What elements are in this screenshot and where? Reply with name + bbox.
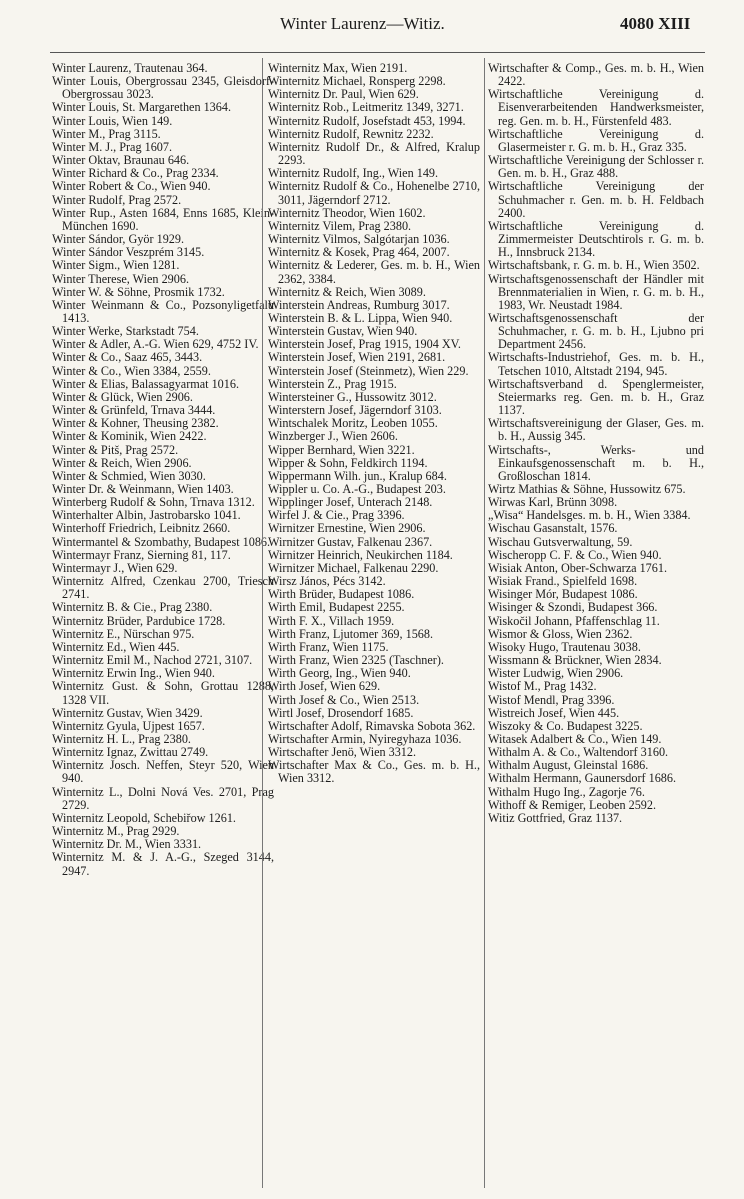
directory-entry: Winternitz M., Prag 2929.: [52, 824, 180, 839]
directory-entry: Wippler u. Co. A.-G., Budapest 203.: [268, 482, 446, 496]
directory-entry: Wirwas Karl, Brünn 3098.: [488, 495, 618, 510]
directory-entry: Wisoky Hugo, Trautenau 3038.: [488, 639, 641, 654]
directory-entry: Wisiak Frand., Spielfeld 1698.: [488, 574, 638, 589]
directory-entry: Winter Laurenz, Trautenau 364.: [52, 62, 208, 75]
directory-entry: Withalm Hermann, Gaunersdorf 1686.: [488, 771, 677, 786]
directory-entry: Winter Louis, Obergrossau 2345, Gleisdorf-Obergrossau 3023.: [52, 74, 274, 102]
directory-entry: Winternitz Gustav, Wien 3429.: [52, 705, 203, 720]
directory-entry: Winter Dr. & Weinmann, Wien 1403.: [52, 482, 234, 496]
directory-entry: Winter M. J., Prag 1607.: [52, 139, 173, 154]
column-divider: [262, 58, 263, 1188]
directory-entry: Wirnitzer Heinrich, Neukirchen 1184.: [268, 547, 453, 562]
directory-entry: Winternitz B. & Cie., Prag 2380.: [52, 600, 213, 615]
directory-entry: Winter & Elias, Balassagyarmat 1016.: [52, 376, 240, 391]
directory-entry: Wiszoky & Co. Budapest 3225.: [488, 718, 643, 733]
directory-entry: Wirth Brüder, Budapest 1086.: [268, 587, 415, 602]
directory-entry: Winterstein Z., Prag 1915.: [268, 376, 397, 391]
directory-entry: Winter Louis, St. Margarethen 1364.: [52, 100, 232, 115]
directory-entry: Winter Richard & Co., Prag 2334.: [52, 166, 219, 181]
directory-entry: Wirtz Mathias & Söhne, Hussowitz 675.: [488, 482, 686, 496]
directory-entry: Wirth Josef, Wien 629.: [268, 679, 381, 694]
directory-entry: Wippermann Wilh. jun., Kralup 684.: [268, 468, 447, 483]
directory-entry: Wirtschaftliche Vereinigung der Schuhmacher r. Gen. m. b. H. Feldbach 2400.: [488, 179, 704, 220]
directory-entry: Wirth Franz, Ljutomer 369, 1568.: [268, 626, 434, 641]
directory-entry: Wirtschaftsvereinigung der Glaser, Ges. m. b. H., Aussig 345.: [488, 416, 704, 444]
directory-entry: Wirtschafts-Industriehof, Ges. m. b. H., Tetschen 1010, Altstadt 2194, 945.: [488, 350, 704, 378]
directory-entry: Winternitz Brüder, Pardubice 1728.: [52, 613, 226, 628]
directory-entry: Winter Weinmann & Co., Pozsonyligetfalu 1413.: [52, 297, 274, 325]
directory-entry: Wisiak Anton, Ober-Schwarza 1761.: [488, 560, 667, 575]
directory-entry: Wirth Georg, Ing., Wien 940.: [268, 666, 411, 681]
directory-entry: Wirtschafter Adolf, Rimavska Sobota 362.: [268, 718, 476, 733]
directory-entry: Winterstein Josef, Wien 2191, 2681.: [268, 350, 446, 365]
column-3: [488, 62, 704, 1192]
directory-entry: Winterhalter Albin, Jastrobarsko 1041.: [52, 508, 241, 523]
directory-entry: Winter M., Prag 3115.: [52, 126, 161, 141]
directory-entry: Wirtschafter Jenö, Wien 3312.: [268, 745, 417, 760]
running-head-title: Winter Laurenz—Witiz.: [280, 14, 445, 33]
directory-entry: Winternitz Michael, Ronsperg 2298.: [268, 74, 446, 89]
directory-entry: Wirtschaftliche Vereinigung d. Eisenverarbeitenden Handwerksmeister, reg. Gen. m. b. H., Fürstenfeld 483.: [488, 87, 704, 128]
directory-entry: Wirtl Josef, Drosendorf 1685.: [268, 705, 414, 720]
directory-entry: Wirnitzer Ernestine, Wien 2906.: [268, 521, 426, 536]
directory-entry: Winter & Kohner, Theusing 2382.: [52, 416, 219, 431]
directory-entry: Winter & Kominik, Wien 2422.: [52, 429, 207, 444]
directory-entry: Withalm A. & Co., Waltendorf 3160.: [488, 745, 669, 760]
directory-entry: Winzberger J., Wien 2606.: [268, 429, 398, 444]
directory-entry: Winternitz Alfred, Czenkau 2700, Triesch 2741.: [52, 574, 274, 602]
directory-entry: Wirtschafter & Comp., Ges. m. b. H., Wien 2422.: [488, 62, 704, 89]
directory-entry: Wirfel J. & Cie., Prag 3396.: [268, 508, 405, 523]
directory-entry: Wirsz János, Pécs 3142.: [268, 574, 386, 589]
directory-entry: Wirtschaftsbank, r. G. m. b. H., Wien 3502.: [488, 258, 700, 273]
directory-entry: Winter & Reich, Wien 2906.: [52, 455, 192, 470]
directory-entry: Wismor & Gloss, Wien 2362.: [488, 626, 633, 641]
directory-entry: Wirtschaftsgenossenschaft der Händler mit Brennmaterialien in Wien, r. G. m. b. H., 1983, Wr. Neustadt 1984.: [488, 271, 704, 312]
directory-entry: Winterstein Gustav, Wien 940.: [268, 324, 418, 339]
directory-entry: Wintersteiner G., Hussowitz 3012.: [268, 389, 437, 404]
directory-entry: Winter Sigm., Wien 1281.: [52, 258, 180, 273]
directory-entry: Wintschalek Moritz, Leoben 1055.: [268, 416, 438, 431]
directory-entry: Winternitz Vilem, Prag 2380.: [268, 218, 412, 233]
directory-entry: Winterstein Andreas, Rumburg 3017.: [268, 297, 450, 312]
directory-entry: Winternitz Emil M., Nachod 2721, 3107.: [52, 653, 253, 668]
directory-entry: Winter W. & Söhne, Prosmik 1732.: [52, 284, 225, 299]
directory-entry: Winternitz Dr. M., Wien 3331.: [52, 837, 202, 852]
directory-entry: Winternitz H. L., Prag 2380.: [52, 731, 191, 746]
directory-entry: Witiz Gottfried, Graz 1137.: [488, 810, 623, 825]
directory-entry: Winter Robert & Co., Wien 940.: [52, 179, 211, 194]
directory-entry: Wisinger Mór, Budapest 1086.: [488, 587, 638, 602]
directory-entry: Wipper & Sohn, Feldkirch 1194.: [268, 455, 428, 470]
directory-entry: Wisinger & Szondi, Budapest 366.: [488, 600, 658, 615]
directory-entry: Wintermantel & Szombathy, Budapest 1086.: [52, 534, 271, 549]
directory-entry: Wirtschaftsgenossenschaft der Schuhmacher, r. G. m. b. H., Ljubno pri Department 2456.: [488, 310, 704, 352]
directory-entry: Winter & Adler, A.-G. Wien 629, 4752 IV.: [52, 337, 259, 352]
directory-entry: Winternitz Theodor, Wien 1602.: [268, 205, 426, 220]
directory-entry: Withalm Hugo Ing., Zagorje 76.: [488, 784, 645, 799]
directory-entry: Wischau Gutsverwaltung, 59.: [488, 534, 633, 549]
directory-entry: Winter Rudolf, Prag 2572.: [52, 192, 182, 207]
directory-entry: Wirtschafts-, Werks- und Einkaufsgenossenschaft m. b. H., Großloschan 1814.: [488, 442, 704, 483]
directory-entry: Winternitz Gust. & Sohn, Grottau 1288, 1328 VII.: [52, 679, 274, 707]
directory-entry: Winter & Co., Saaz 465, 3443.: [52, 350, 203, 365]
directory-entry: Winternitz & Lederer, Ges. m. b. H., Wien 2362, 3384.: [268, 258, 480, 286]
directory-entry: Wirtschaftliche Vereinigung d. Glasermeister r. G. m. b. H., Graz 335.: [488, 126, 704, 154]
column-1: [52, 62, 274, 1192]
directory-entry: „Wisa“ Handelsges. m. b. H., Wien 3384.: [488, 508, 691, 523]
directory-entry: Winter & Co., Wien 3384, 2559.: [52, 363, 211, 378]
directory-entry: Winternitz & Reich, Wien 3089.: [268, 284, 426, 299]
directory-entry: Winterhoff Friedrich, Leibnitz 2660.: [52, 521, 231, 536]
directory-entry: Winternitz L., Dolni Nová Ves. 2701, Prag 2729.: [52, 784, 274, 812]
directory-entry: Wintermayr J., Wien 629.: [52, 560, 178, 575]
directory-entry: Wiskočil Johann, Pfaffenschlag 11.: [488, 613, 660, 628]
directory-entry: Wirth F. X., Villach 1959.: [268, 613, 395, 628]
directory-entry: Wistof M., Prag 1432.: [488, 679, 597, 694]
directory-entry: Wirth Franz, Wien 2325 (Taschner).: [268, 653, 444, 668]
directory-entry: Winternitz Gyula, Ujpest 1657.: [52, 718, 205, 733]
directory-entry: Winternitz E., Nürschan 975.: [52, 626, 195, 641]
directory-entry: Wirtschafter Armin, Nyiregyhaza 1036.: [268, 731, 462, 746]
header-rule: [50, 52, 705, 53]
directory-entry: Winter Louis, Wien 149.: [52, 113, 173, 128]
directory-entry: Winterstein Josef, Prag 1915, 1904 XV.: [268, 337, 461, 352]
directory-entry: Wissmann & Brückner, Wien 2834.: [488, 653, 662, 668]
directory-entry: Wirtschafter Max & Co., Ges. m. b. H., Wien 3312.: [268, 758, 480, 786]
directory-entry: Winter & Schmied, Wien 3030.: [52, 468, 206, 483]
directory-entry: Winternitz M. & J. A.-G., Szeged 3144, 2947.: [52, 850, 274, 878]
directory-entry: Withalm August, Gleinstal 1686.: [488, 758, 649, 773]
directory-entry: Winterstein B. & L. Lippa, Wien 940.: [268, 310, 453, 325]
page-number: 4080 XIII: [620, 14, 691, 33]
directory-entry: Winterstern Josef, Jägerndorf 3103.: [268, 403, 442, 418]
directory-entry: Wipper Bernhard, Wien 3221.: [268, 442, 415, 457]
directory-entry: Winternitz Rob., Leitmeritz 1349, 3271.: [268, 100, 464, 115]
directory-entry: Winternitz Rudolf, Ing., Wien 149.: [268, 166, 439, 181]
directory-entry: Winternitz Dr. Paul, Wien 629.: [268, 87, 419, 102]
directory-entry: Winter Oktav, Braunau 646.: [52, 153, 190, 168]
directory-entry: Wirtschaftliche Vereinigung der Schlosser r. Gen. m. b. H., Graz 488.: [488, 153, 704, 181]
directory-entry: Winternitz Rudolf & Co., Hohenelbe 2710, 3011, Jägerndorf 2712.: [268, 179, 480, 207]
directory-entry: Winternitz Rudolf, Josefstadt 453, 1994.: [268, 113, 466, 128]
directory-entry: Winter Sándor, Györ 1929.: [52, 232, 185, 247]
column-2: [268, 62, 480, 1192]
directory-entry: Winterberg Rudolf & Sohn, Trnava 1312.: [52, 495, 255, 510]
directory-entry: Wipplinger Josef, Unterach 2148.: [268, 495, 433, 510]
directory-entry: Winternitz & Kosek, Prag 464, 2007.: [268, 245, 450, 260]
directory-entry: Wischeropp C. F. & Co., Wien 940.: [488, 547, 662, 562]
directory-entry: Winternitz Rudolf Dr., & Alfred, Kralup 2293.: [268, 139, 480, 168]
directory-entry: Withoff & Remiger, Leoben 2592.: [488, 797, 657, 812]
directory-entry: Winternitz Leopold, Schebiřow 1261.: [52, 810, 236, 825]
directory-entry: Wirth Franz, Wien 1175.: [268, 639, 389, 654]
directory-entry: Winter & Glück, Wien 2906.: [52, 389, 193, 404]
directory-entry: Winter & Grünfeld, Trnava 3444.: [52, 403, 216, 418]
directory-entry: Wister Ludwig, Wien 2906.: [488, 666, 624, 681]
column-divider: [484, 58, 485, 1188]
directory-entry: Wirnitzer Gustav, Falkenau 2367.: [268, 534, 433, 549]
directory-entry: Winter Werke, Starkstadt 754.: [52, 324, 199, 339]
directory-entry: Winternitz Ignaz, Zwittau 2749.: [52, 745, 209, 760]
directory-entry: Wirnitzer Michael, Falkenau 2290.: [268, 560, 439, 575]
directory-entry: Winter Sándor Veszprém 3145.: [52, 245, 205, 260]
directory-entry: Witasek Adalbert & Co., Wien 149.: [488, 731, 662, 746]
directory-entry: Winter Rup., Asten 1684, Enns 1685, Klein-München 1690.: [52, 205, 274, 233]
directory-entry: Wischau Gasanstalt, 1576.: [488, 521, 618, 536]
directory-entry: Winternitz Rudolf, Rewnitz 2232.: [268, 126, 434, 141]
directory-entry: Winter Therese, Wien 2906.: [52, 271, 189, 286]
directory-entry: Wirtschaftliche Vereinigung d. Zimmermeister Deutschtirols r. G. m. b. H., Innsbruck 2134.: [488, 218, 704, 260]
directory-entry: Wistof Mendl, Prag 3396.: [488, 692, 615, 707]
directory-entry: Winternitz Josch. Neffen, Steyr 520, Wien 940.: [52, 758, 274, 786]
directory-entry: Wintermayr Franz, Sierning 81, 117.: [52, 547, 231, 562]
directory-entry: Winterstein Josef (Steinmetz), Wien 229.: [268, 363, 469, 378]
directory-entry: Winternitz Ed., Wien 445.: [52, 639, 180, 654]
directory-entry: Winternitz Vilmos, Salgótarjan 1036.: [268, 232, 450, 247]
directory-entry: Wistreich Josef, Wien 445.: [488, 705, 620, 720]
directory-entry: Wirtschaftsverband d. Spenglermeister, Steiermarks reg. Gen. m. b. H., Graz 1137.: [488, 376, 704, 418]
page-header: [0, 14, 744, 44]
directory-entry: Wirth Emil, Budapest 2255.: [268, 600, 405, 615]
directory-entry: Winternitz Max, Wien 2191.: [268, 62, 408, 75]
directory-entry: Winter & Pitš, Prag 2572.: [52, 442, 179, 457]
directory-entry: Wirth Josef & Co., Wien 2513.: [268, 692, 420, 707]
directory-entry: Winternitz Erwin Ing., Wien 940.: [52, 666, 215, 681]
